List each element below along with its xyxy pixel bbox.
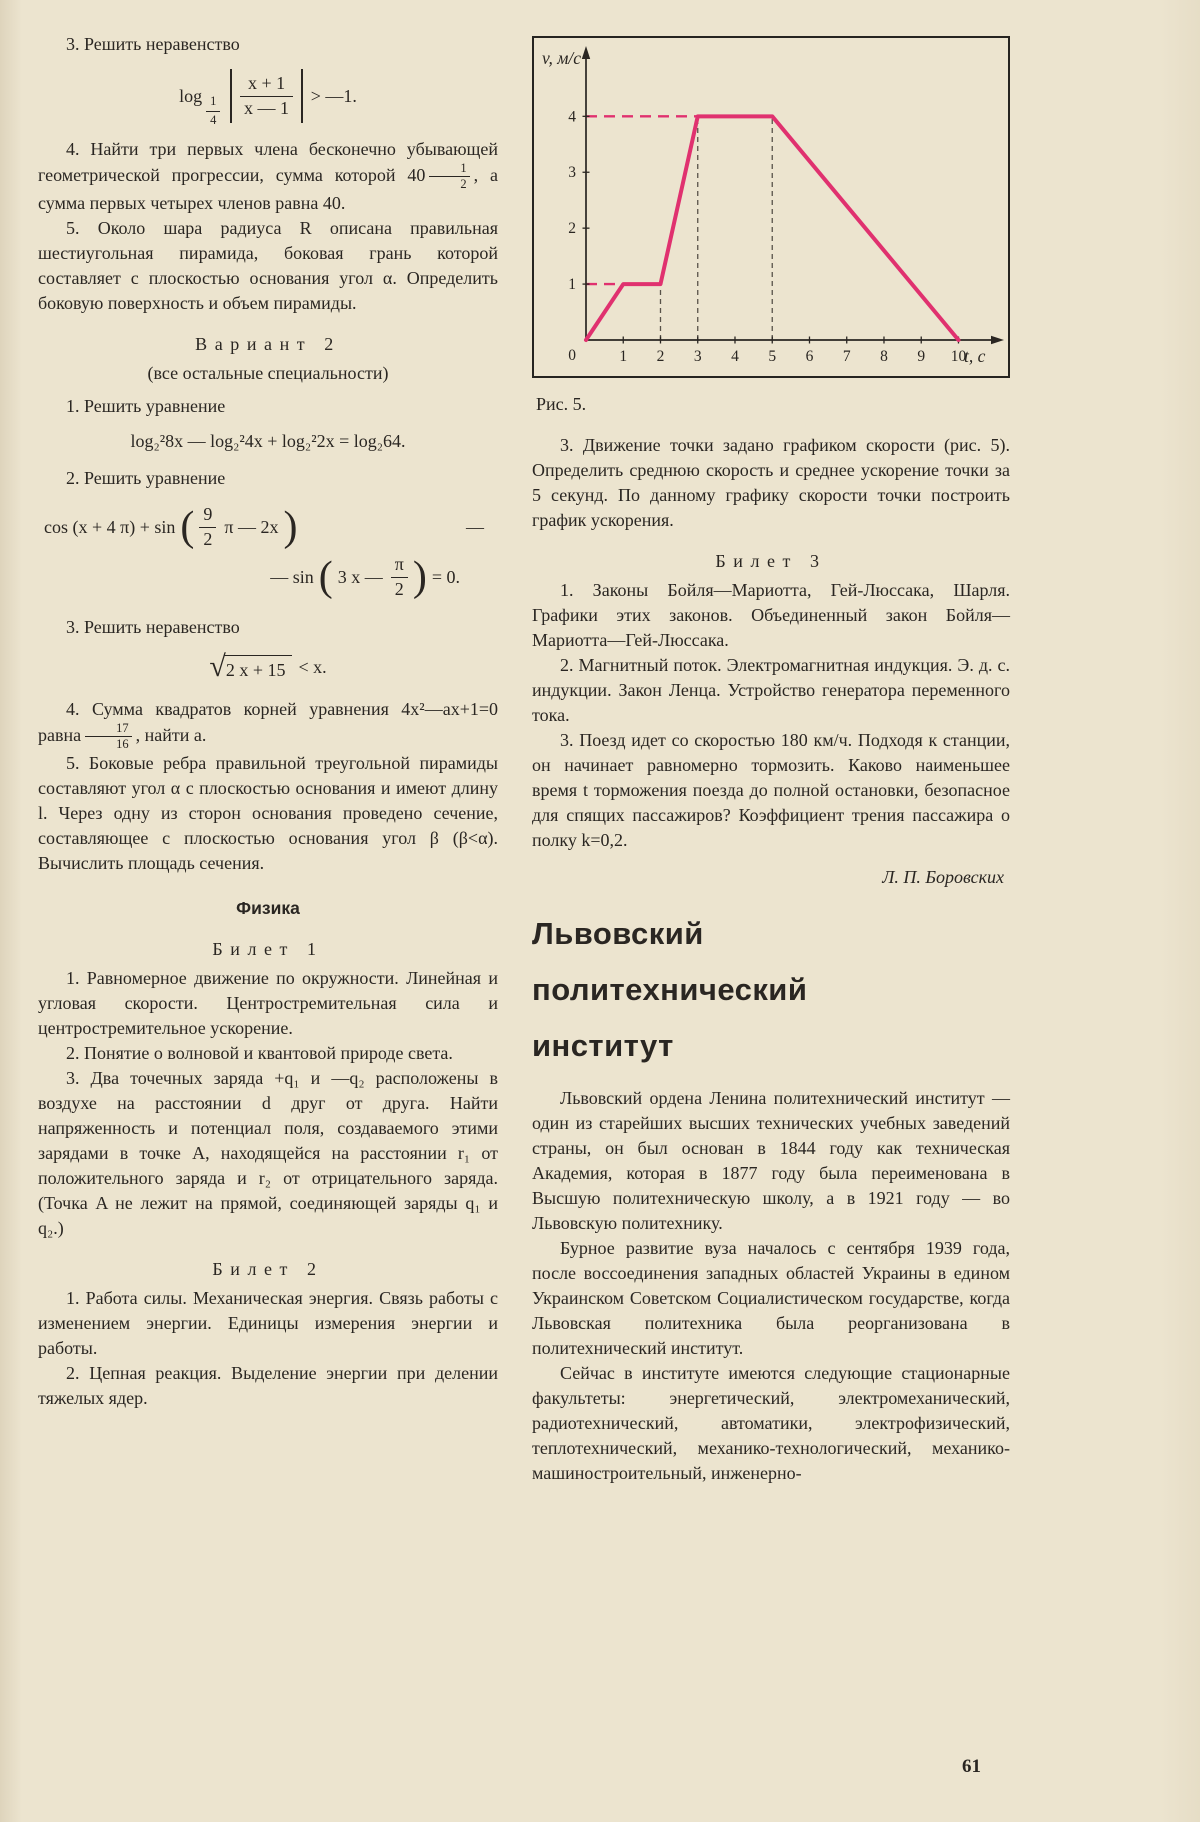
author-byline: Л. П. Боровских <box>882 867 1004 887</box>
problem-5: 5. Около шара радиуса R описана правильная шестиугольная пирамида, боковая грань которой составляет с плоскостью основания угол α. Определить боковую поверхность и объем пирамиды. <box>38 218 498 314</box>
variant2-problem-2-label: 2. Решить уравнение <box>66 468 226 489</box>
right-column <box>532 32 1010 1486</box>
figure-5-caption: Рис. 5. <box>536 394 587 414</box>
square-root <box>209 652 292 683</box>
radical-sign: √ <box>209 650 226 683</box>
formula-trig-equation <box>38 505 498 599</box>
x-tick-label: 3 <box>693 348 702 365</box>
origin-label: 0 <box>568 347 576 364</box>
institute-heading-line-3: институт <box>532 1028 674 1063</box>
y-tick-label: 2 <box>568 220 576 238</box>
trig-l1-arg: π — 2x <box>224 516 279 537</box>
problem-4v2-text-before: 4. Сумма квадратов корней уравнения 4x²—ax+1=0 равна <box>38 699 498 745</box>
ticket3-item-1: 1. Законы Бойля—Мариотта, Гей-Люссака, Шарля. Графики этих законов. Объединенный закон Бойля—Мариотта—Гей-Люссака. <box>532 580 1010 650</box>
argument-denominator: x — 1 <box>244 97 290 118</box>
radicand: 2 x + 15 <box>224 655 293 683</box>
trig-l2-lhs: — sin <box>270 566 314 587</box>
ticket2-item-3: 3. Движение точки задано графиком скорости (рис. 5). Определить среднюю скорость и среднее ускорение точки за 5 секунд. По данному графику скорости точки построить график ускорения. <box>532 435 1010 530</box>
sqrt-relation: < x. <box>298 657 327 677</box>
ticket-3-heading: Билет 3 <box>715 551 827 571</box>
variant2-problem-3-label: 3. Решить неравенство <box>66 617 240 637</box>
nine-halves-fraction: $\frac{9}{2}$ <box>199 505 216 549</box>
institute-heading-line-1: Львовский <box>532 916 704 951</box>
x-tick-label: 6 <box>805 348 814 365</box>
abs-bar-left <box>230 69 232 123</box>
mixed-fraction-numerator: 1 <box>429 162 469 177</box>
formula-log-inequality <box>38 69 498 127</box>
institute-paragraph-1: Львовский ордена Ленина политехнический институт — один из старейших высших технических учебных заведений страны, он был основан в 1844 году как техническая Академия, которая в 1877 году была переименована в Высшую политехническую школу, а в 1921 году — во Львовскую политехнику. <box>532 1088 1010 1233</box>
left-column <box>38 32 498 1411</box>
ticket2-item-1: 1. Работа силы. Механическая энергия. Связь работы с изменением энергии. Единицы измерения энергии и работы. <box>38 1288 498 1359</box>
log-base-denominator: 4 <box>210 112 217 127</box>
x-axis-arrow <box>991 336 1004 344</box>
trig-l1-trailing-minus: — <box>466 516 484 537</box>
variant2-problem-5: 5. Боковые ребра правильной треугольной пирамиды составляют угол α с плоскостью основания и имеют длину l. Через одну из сторон основания проведено сечение, составляющее с плоскостью основания угол β (β<α). Вычислить площадь сечения. <box>38 753 498 874</box>
x-tick-label: 7 <box>842 348 851 365</box>
trig-equals-zero: = 0. <box>431 566 460 587</box>
x-tick-label: 5 <box>768 348 777 365</box>
x-axis-label: t, c <box>964 346 986 366</box>
ticket1-item-3: 3. Два точечных заряда +q₁ и —q₂ расположены в воздухе на расстоянии d друг от друга. Найти напряженность и потенциал поля, создаваемого этими зарядами в точке A, находящейся на расстоянии r₁ от положительного заряда и r₂ от отрицательного заряда. (Точка A не лежит на прямой, соединяющей заряды q₁ и q₂.) <box>38 1068 498 1239</box>
log-base-fraction <box>206 95 220 127</box>
problem-4v2-text-after: , найти a. <box>135 724 207 745</box>
variant2-problem-1-label: 1. Решить уравнение <box>66 396 226 417</box>
ticket2-item-2: 2. Цепная реакция. Выделение энергии при делении тяжелых ядер. <box>38 1363 498 1409</box>
institute-paragraph-2: Бурное развитие вуза началось с сентября 1939 года, после воссоединения западных областей Украины в едином Украинском Советском Социалистическом государстве, когда Львовская политехника была реорганизована в политехнический институт. <box>532 1238 1010 1358</box>
x-tick-label: 10 <box>950 348 967 365</box>
y-tick-label: 4 <box>568 108 576 126</box>
trig-line-2: — sin ( 3 x — $\frac{\pi}{2}$ ) = 0. <box>270 554 460 601</box>
problem-4-text-after: , а сумма первых четырех членов равна 40. <box>38 164 498 214</box>
x-tick-label: 8 <box>880 348 888 365</box>
variant-2-heading: Вариант 2 <box>195 334 341 355</box>
problem-4-text-before: 4. Найти три первых члена бесконечно убывающей геометрической прогрессии, сумма которой 40 <box>38 139 498 185</box>
ticket-2-heading: Билет 2 <box>212 1259 324 1280</box>
formula-log-squared: log₂²8x — log₂²4x + log₂²2x = log₂64. <box>130 431 406 452</box>
y-axis-label: v, м/с <box>542 48 582 68</box>
variant2-problem-4 <box>38 697 498 751</box>
y-tick-label: 3 <box>568 164 576 182</box>
relation: > —1. <box>310 85 357 106</box>
institute-paragraph-3: Сейчас в институте имеются следующие стационарные факультеты: энергетический, электромеханический, радиотехнический, автоматики, электрофизический, теплотехнический, механико-технологический, механико-машиностроительный, инженерно- <box>532 1363 1010 1483</box>
x-tick-label: 4 <box>731 348 739 365</box>
seventeen-sixteenths-fraction: $\frac{17}{16}$ <box>85 722 132 751</box>
ticket-1-heading: Билет 1 <box>212 939 324 960</box>
ticket1-item-2: 2. Понятие о волновой и квантовой природе света. <box>66 1043 453 1064</box>
argument-numerator: x + 1 <box>240 74 293 96</box>
problem-3-label: 3. Решить неравенство <box>66 34 240 54</box>
trig-line-1: cos (x + 4 π) + sin ( $\frac{9}{2}$ π — 2x ) — <box>38 505 498 549</box>
formula-sqrt-inequality <box>38 652 498 683</box>
variant-2-subtitle: (все остальные специальности) <box>147 363 389 384</box>
physics-section-heading: Физика <box>236 898 300 919</box>
velocity-time-chart <box>534 38 1008 376</box>
figure-5 <box>532 36 1010 378</box>
ticket3-item-3: 3. Поезд идет со скоростью 180 км/ч. Подходя к станции, он начинает равномерно тормозить. Каково наименьшее время t торможения поезда до полной остановки, безопасное для спящих пассажиров? Коэффициент трения пассажира о полку k=0,2. <box>532 730 1010 850</box>
ticket3-item-2: 2. Магнитный поток. Электромагнитная индукция. Э. д. с. индукции. Закон Ленца. Устройство генератора переменного тока. <box>532 655 1010 725</box>
page-number: 61 <box>962 1756 981 1777</box>
trig-l1-lhs: cos (x + 4 π) + sin <box>44 516 176 537</box>
argument-fraction <box>240 74 293 118</box>
mixed-number-fraction <box>429 162 469 191</box>
abs-bar-right <box>301 69 303 123</box>
chart-svg <box>534 38 1008 376</box>
x-tick-label: 2 <box>656 348 665 365</box>
institute-heading-line-2: политехнический <box>532 972 808 1007</box>
problem-4 <box>38 137 498 216</box>
y-tick-label: 1 <box>568 276 576 294</box>
trig-l2-arg: 3 x — <box>337 566 383 587</box>
pi-halves-fraction: $\frac{\pi}{2}$ <box>391 555 408 599</box>
log-base-numerator: 1 <box>206 95 220 112</box>
log-function: log <box>179 85 203 106</box>
x-tick-label: 1 <box>619 348 628 365</box>
y-axis-arrow <box>582 46 590 59</box>
institute-heading <box>532 906 1010 1074</box>
x-tick-label: 9 <box>917 348 926 365</box>
ticket1-item-1: 1. Равномерное движение по окружности. Линейная и угловая скорости. Центростремительная сила и центростремительное ускорение. <box>38 968 498 1039</box>
mixed-fraction-denominator: 2 <box>460 177 467 192</box>
